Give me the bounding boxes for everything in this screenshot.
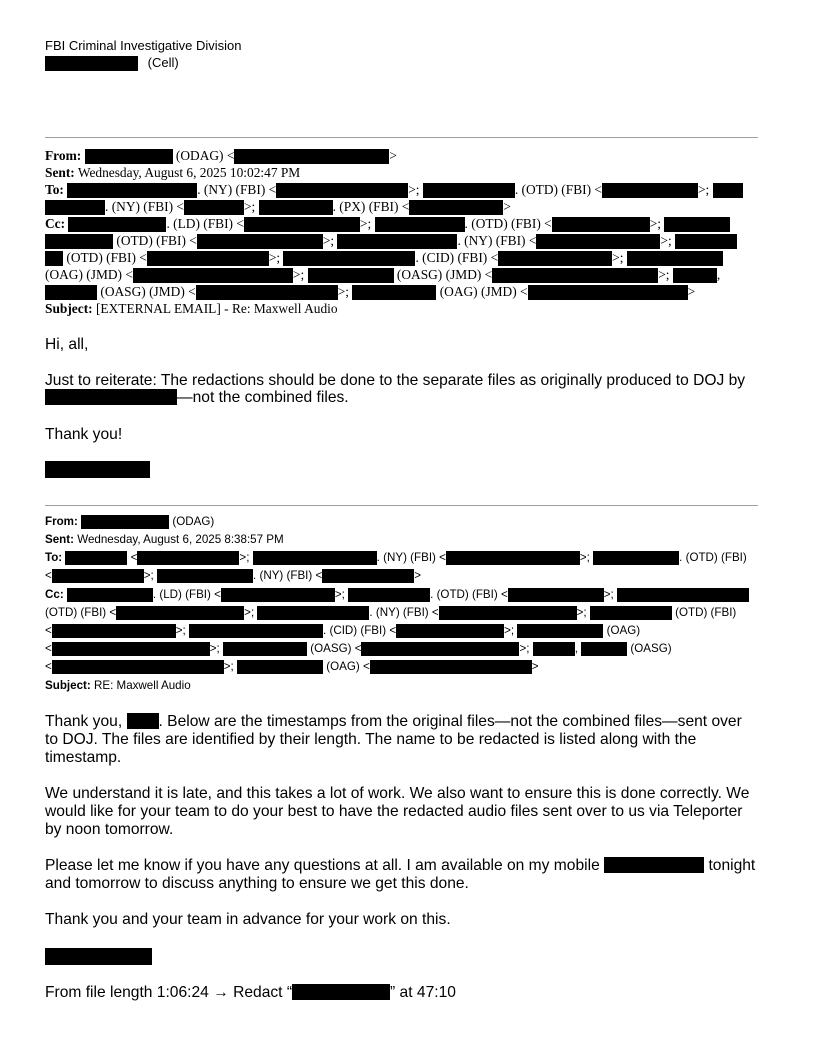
recipient-text: >;	[334, 588, 345, 601]
recipient-text: . (PX) (FBI) <	[332, 199, 410, 214]
redaction-box	[67, 183, 197, 198]
redaction-box	[196, 285, 338, 300]
email1-from-line	[45, 147, 397, 164]
recipient-text: >;	[697, 182, 710, 197]
redaction-box	[68, 217, 166, 232]
redaction-box	[617, 588, 749, 602]
subject-label: Subject:	[45, 301, 93, 316]
redaction-box	[602, 183, 698, 198]
email1-para-line-1: Just to reiterate: The redactions should be done to the separate files as originally produced to DOJ by	[45, 372, 746, 389]
recipient-text: (OTD) (FBI) <	[116, 233, 197, 248]
recipient-text: >;	[576, 606, 587, 619]
email2-para1-line-2: to DOJ. The files are identified by their length. The name to be redacted is listed along with the	[45, 731, 697, 748]
redaction-box	[423, 183, 515, 198]
recipient-text: >	[687, 284, 696, 299]
from-org: (ODAG) <	[175, 148, 235, 163]
email2-para2-line-2: would like for your team to do your best to have the redacted audio files sent over to us via Teleporter	[45, 803, 743, 820]
email2-para2-line-1: We understand it is late, and this takes a lot of work. We also want to ensure this is done correctly. We	[45, 785, 750, 802]
redaction-box	[352, 285, 436, 300]
redaction-box	[67, 588, 153, 602]
recipient-text: >;	[143, 569, 154, 582]
redaction-box	[552, 217, 650, 232]
recipient-text: <	[45, 624, 52, 637]
email1-cc-line-1	[45, 215, 730, 232]
subject-label: Subject:	[45, 679, 91, 692]
email2-cc-line-1	[45, 586, 749, 604]
recipient-text: (OASG) (JMD) <	[100, 284, 196, 299]
recipient-text: >	[503, 199, 511, 214]
redaction-box	[52, 642, 210, 656]
email2-file-line	[45, 984, 456, 1003]
redaction-box	[370, 660, 532, 674]
recipient-text: >;	[322, 233, 335, 248]
recipient-text: . (OTD) (FBI) <	[514, 182, 602, 197]
redaction-box	[157, 569, 253, 583]
recipient-text: . (NY) (FBI) <	[369, 606, 439, 619]
email2-para3-line-1	[45, 857, 755, 876]
recipient-text: >;	[209, 642, 220, 655]
redaction-box	[45, 200, 105, 215]
redaction-box	[221, 588, 335, 602]
para-tail: —not the combined files.	[177, 389, 349, 406]
redaction-box	[675, 234, 737, 249]
recipient-text: . (NY) (FBI) <	[197, 182, 277, 197]
redaction-box	[308, 268, 394, 283]
email2-to-line-1	[45, 549, 747, 567]
recipient-text: >;	[268, 250, 281, 265]
cell-label: (Cell)	[147, 55, 179, 70]
recipient-text: (OTD) (FBI) <	[45, 606, 117, 619]
redaction-box	[253, 551, 377, 565]
redaction-box	[45, 251, 63, 266]
email2-para1-line-1	[45, 713, 742, 732]
signature-cell-line	[45, 55, 179, 71]
redaction-box	[65, 551, 127, 565]
recipient-text: ,	[716, 267, 721, 282]
redaction-box	[536, 234, 660, 249]
email2-signature-redaction	[45, 948, 152, 965]
recipient-text: . (LD) (FBI) <	[166, 216, 244, 231]
redaction-box	[292, 984, 390, 1000]
recipient-text: . (OTD) (FBI) <	[430, 588, 508, 601]
recipient-text: >;	[504, 624, 515, 637]
cc-label: Cc:	[45, 588, 64, 601]
redaction-box	[593, 551, 679, 565]
recipient-text: (OTD) (FBI)	[675, 606, 737, 619]
para-tail: . Below are the timestamps from the original files—not the combined files—sent over	[158, 713, 742, 730]
to-label: To:	[45, 551, 63, 564]
sent-label: Sent:	[45, 533, 74, 546]
recipient-text: (OAG) (JMD) <	[45, 267, 133, 282]
redaction-box	[234, 149, 389, 164]
para-head: Thank you,	[45, 713, 123, 730]
recipient-text: . (CID) (FBI) <	[323, 624, 397, 637]
recipient-text: <	[130, 551, 138, 564]
redaction-box	[337, 234, 457, 249]
redaction-box	[52, 660, 224, 674]
redaction-box	[244, 217, 360, 232]
redaction-box	[127, 713, 159, 729]
redaction-box	[85, 149, 173, 164]
email2-to-line-2	[45, 567, 421, 585]
subject-value: RE: Maxwell Audio	[93, 679, 191, 692]
subject-value: [EXTERNAL EMAIL] - Re: Maxwell Audio	[95, 301, 338, 316]
redaction-box	[197, 234, 323, 249]
email1-para-line-2	[45, 389, 349, 408]
redaction-box	[137, 551, 239, 565]
recipient-text: <	[45, 660, 52, 673]
redaction-box	[45, 234, 113, 249]
recipient-text: >;	[519, 642, 530, 655]
email2-para3-line-2: and tomorrow to discuss anything to ensure we get this done.	[45, 875, 469, 892]
redaction-box	[590, 606, 672, 620]
redaction-box	[45, 389, 177, 405]
email2-cc-line-3	[45, 622, 640, 640]
sent-value: Wednesday, August 6, 2025 8:38:57 PM	[77, 533, 284, 546]
recipient-text: >;	[660, 233, 672, 248]
file-line-tail: ” at 47:10	[390, 984, 456, 1001]
redaction-box	[237, 660, 323, 674]
redaction-box	[52, 569, 144, 583]
email1-greeting: Hi, all,	[45, 336, 89, 353]
recipient-text: . (NY) (FBI) <	[253, 569, 323, 582]
sent-label: Sent:	[45, 165, 75, 180]
redaction-box	[52, 624, 176, 638]
recipient-text: >	[414, 569, 422, 582]
from-label: From:	[45, 515, 78, 528]
redaction-box	[409, 200, 503, 215]
redaction-box	[45, 56, 138, 71]
email1-cc-line-3	[45, 249, 723, 266]
recipient-text: . (OTD) (FBI)	[679, 551, 747, 564]
email2-para1-line-3: timestamp.	[45, 749, 122, 766]
redaction-box	[664, 217, 730, 232]
redaction-box	[528, 285, 688, 300]
redaction-box	[439, 606, 577, 620]
recipient-text: (OASG) <	[310, 642, 362, 655]
recipient-text: . (CID) (FBI) <	[415, 250, 499, 265]
redaction-box	[361, 642, 519, 656]
recipient-text: <	[45, 642, 52, 655]
redaction-box	[604, 857, 704, 873]
email2-para2-line-3: by noon tomorrow.	[45, 821, 174, 838]
recipient-text: >;	[603, 588, 614, 601]
recipient-text: >;	[408, 182, 420, 197]
redaction-box	[189, 624, 323, 638]
email1-to-line-2	[45, 198, 511, 215]
recipient-text: . (NY) (FBI) <	[376, 551, 446, 564]
recipient-text: . (LD) (FBI) <	[152, 588, 221, 601]
cc-label: Cc:	[45, 216, 66, 231]
para-head: Please let me know if you have any questions at all. I am available on my mobile	[45, 857, 600, 874]
redaction-box	[498, 251, 612, 266]
email1-cc-line-5	[45, 283, 695, 300]
redaction-box	[116, 606, 244, 620]
email2-cc-line-4	[45, 640, 672, 658]
redaction-box	[348, 588, 430, 602]
recipient-text: >;	[243, 199, 256, 214]
email1-signature-redaction	[45, 461, 150, 478]
recipient-text: (OASG)	[630, 642, 672, 655]
recipient-text: >;	[239, 551, 250, 564]
recipient-text: >;	[359, 216, 372, 231]
recipient-text: >;	[244, 606, 255, 619]
email2-subject-line	[45, 677, 191, 695]
redaction-box	[147, 251, 269, 266]
recipient-text: >;	[612, 250, 624, 265]
recipient-text: ,	[574, 642, 578, 655]
email1-cc-line-2	[45, 232, 737, 249]
redaction-box	[517, 624, 603, 638]
redaction-box	[283, 251, 415, 266]
recipient-text: >;	[649, 216, 661, 231]
email1-thanks: Thank you!	[45, 426, 123, 443]
redaction-box	[259, 200, 333, 215]
redaction-box	[322, 569, 414, 583]
redaction-box	[492, 268, 658, 283]
from-org: (ODAG)	[172, 515, 215, 528]
email2-from-line	[45, 513, 214, 531]
redaction-box	[396, 624, 504, 638]
email1-sent-line	[45, 164, 300, 181]
recipient-text: >;	[658, 267, 670, 282]
email2-cc-line-5	[45, 658, 539, 676]
redaction-box	[375, 217, 465, 232]
bracket: >	[389, 148, 397, 163]
recipient-text: (OTD) (FBI) <	[66, 250, 147, 265]
recipient-text: . (NY) (FBI) <	[105, 199, 184, 214]
recipient-text: . (OTD) (FBI) <	[464, 216, 552, 231]
recipient-text: >;	[292, 267, 305, 282]
recipient-text: (OAG) <	[326, 660, 370, 673]
redaction-box	[184, 200, 244, 215]
to-label: To:	[45, 182, 64, 197]
para-tail: tonight	[708, 857, 756, 874]
redaction-box	[533, 642, 575, 656]
redaction-box	[508, 588, 604, 602]
from-label: From:	[45, 148, 82, 163]
redaction-box	[223, 642, 307, 656]
recipient-text: >;	[223, 660, 234, 673]
recipient-text: >;	[579, 551, 590, 564]
recipient-text: >;	[337, 284, 349, 299]
email2-sent-line	[45, 531, 284, 549]
email2-para4: Thank you and your team in advance for your work on this.	[45, 911, 451, 928]
email1-subject-line	[45, 300, 338, 317]
recipient-text: (OASG) (JMD) <	[396, 267, 493, 282]
redaction-box	[45, 285, 97, 300]
redaction-box	[81, 515, 169, 529]
file-line-head: From file length 1:06:24 → Redact “	[45, 984, 293, 1001]
email1-to-line-1	[45, 181, 743, 198]
email1-cc-line-4	[45, 266, 720, 283]
recipient-text: . (NY) (FBI) <	[457, 233, 537, 248]
redaction-box	[446, 551, 580, 565]
redaction-box	[257, 606, 369, 620]
divider-rule	[45, 137, 758, 138]
recipient-text: >;	[175, 624, 186, 637]
redaction-box	[276, 183, 408, 198]
recipient-text: (OAG)	[606, 624, 641, 637]
divider-rule	[45, 505, 758, 506]
redaction-box	[673, 268, 717, 283]
signature-division: FBI Criminal Investigative Division	[45, 38, 242, 53]
email2-cc-line-2	[45, 604, 736, 622]
redaction-box	[713, 183, 743, 198]
redaction-box	[581, 642, 627, 656]
recipient-text: (OAG) (JMD) <	[439, 284, 528, 299]
redaction-box	[133, 268, 293, 283]
sent-value: Wednesday, August 6, 2025 10:02:47 PM	[77, 165, 301, 180]
redaction-box	[627, 251, 723, 266]
recipient-text: >	[531, 660, 539, 673]
recipient-text: <	[45, 569, 52, 582]
